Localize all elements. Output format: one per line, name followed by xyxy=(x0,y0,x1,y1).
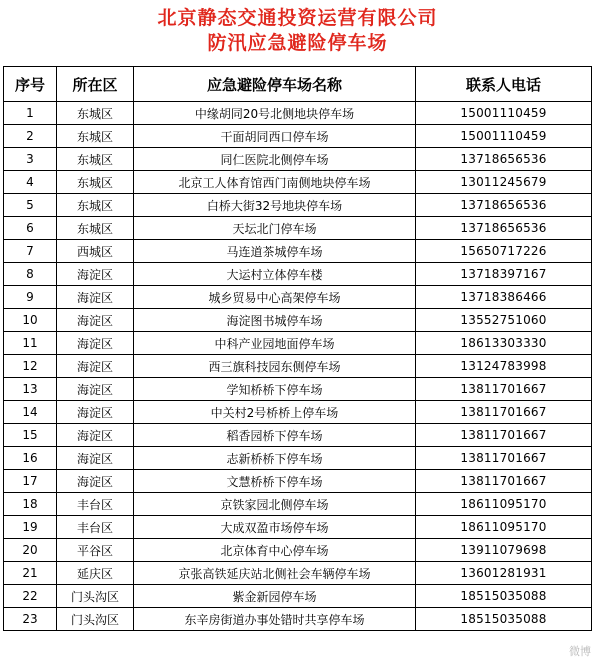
cell-lot-name: 京铁家园北侧停车场 xyxy=(134,493,416,516)
cell-lot-name: 马连道茶城停车场 xyxy=(134,240,416,263)
cell-phone: 18515035088 xyxy=(416,608,592,631)
cell-index: 7 xyxy=(4,240,57,263)
table-row xyxy=(4,332,592,355)
cell-index: 6 xyxy=(4,217,57,240)
table-body xyxy=(4,102,592,631)
cell-index: 3 xyxy=(4,148,57,171)
table-row xyxy=(4,240,592,263)
cell-index: 14 xyxy=(4,401,57,424)
cell-index: 4 xyxy=(4,171,57,194)
cell-phone: 13601281931 xyxy=(416,562,592,585)
cell-index: 11 xyxy=(4,332,57,355)
table-row xyxy=(4,355,592,378)
cell-lot-name: 城乡贸易中心高架停车场 xyxy=(134,286,416,309)
cell-phone: 18613303330 xyxy=(416,332,592,355)
cell-phone: 13811701667 xyxy=(416,401,592,424)
cell-district: 丰台区 xyxy=(57,493,134,516)
cell-phone: 18611095170 xyxy=(416,516,592,539)
cell-district: 东城区 xyxy=(57,194,134,217)
table-row xyxy=(4,125,592,148)
cell-district: 东城区 xyxy=(57,102,134,125)
cell-lot-name: 北京工人体育馆西门南侧地块停车场 xyxy=(134,171,416,194)
cell-phone: 13811701667 xyxy=(416,470,592,493)
cell-district: 海淀区 xyxy=(57,355,134,378)
cell-index: 5 xyxy=(4,194,57,217)
cell-index: 9 xyxy=(4,286,57,309)
cell-lot-name: 稻香园桥下停车场 xyxy=(134,424,416,447)
cell-district: 平谷区 xyxy=(57,539,134,562)
table-row xyxy=(4,102,592,125)
cell-index: 13 xyxy=(4,378,57,401)
cell-phone: 13911079698 xyxy=(416,539,592,562)
cell-index: 12 xyxy=(4,355,57,378)
cell-lot-name: 学知桥桥下停车场 xyxy=(134,378,416,401)
table-row xyxy=(4,217,592,240)
cell-district: 海淀区 xyxy=(57,447,134,470)
cell-district: 海淀区 xyxy=(57,378,134,401)
cell-phone: 13718656536 xyxy=(416,148,592,171)
cell-lot-name: 白桥大街32号地块停车场 xyxy=(134,194,416,217)
parking-lot-table xyxy=(3,66,592,631)
cell-phone: 18611095170 xyxy=(416,493,592,516)
cell-lot-name: 京张高铁延庆站北侧社会车辆停车场 xyxy=(134,562,416,585)
cell-lot-name: 中缘胡同20号北侧地块停车场 xyxy=(134,102,416,125)
cell-district: 延庆区 xyxy=(57,562,134,585)
header-lot-name: 应急避险停车场名称 xyxy=(134,67,416,102)
cell-district: 东城区 xyxy=(57,171,134,194)
cell-index: 8 xyxy=(4,263,57,286)
table-row xyxy=(4,286,592,309)
cell-district: 海淀区 xyxy=(57,401,134,424)
cell-lot-name: 西三旗科技园东侧停车场 xyxy=(134,355,416,378)
table-row xyxy=(4,401,592,424)
title-company: 北京静态交通投资运营有限公司 xyxy=(157,7,438,29)
cell-district: 东城区 xyxy=(57,125,134,148)
document-title xyxy=(0,6,595,56)
table-row xyxy=(4,424,592,447)
cell-lot-name: 海淀图书城停车场 xyxy=(134,309,416,332)
cell-phone: 18515035088 xyxy=(416,585,592,608)
cell-district: 海淀区 xyxy=(57,309,134,332)
title-subject: 防汛应急避险停车场 xyxy=(207,32,388,54)
table-row xyxy=(4,447,592,470)
cell-lot-name: 北京体育中心停车场 xyxy=(134,539,416,562)
table-row xyxy=(4,309,592,332)
watermark: 微博 xyxy=(569,645,591,658)
cell-index: 23 xyxy=(4,608,57,631)
cell-index: 19 xyxy=(4,516,57,539)
cell-phone: 13811701667 xyxy=(416,378,592,401)
cell-phone: 15650717226 xyxy=(416,240,592,263)
table-row xyxy=(4,470,592,493)
cell-phone: 13811701667 xyxy=(416,447,592,470)
cell-lot-name: 同仁医院北侧停车场 xyxy=(134,148,416,171)
cell-index: 1 xyxy=(4,102,57,125)
cell-lot-name: 干面胡同西口停车场 xyxy=(134,125,416,148)
cell-district: 海淀区 xyxy=(57,263,134,286)
table-row xyxy=(4,194,592,217)
cell-phone: 15001110459 xyxy=(416,125,592,148)
cell-district: 海淀区 xyxy=(57,424,134,447)
cell-index: 20 xyxy=(4,539,57,562)
cell-index: 16 xyxy=(4,447,57,470)
cell-phone: 13718656536 xyxy=(416,217,592,240)
cell-index: 17 xyxy=(4,470,57,493)
cell-phone: 13718386466 xyxy=(416,286,592,309)
table-row xyxy=(4,378,592,401)
cell-district: 海淀区 xyxy=(57,286,134,309)
cell-phone: 15001110459 xyxy=(416,102,592,125)
table-row xyxy=(4,263,592,286)
header-district: 所在区 xyxy=(57,67,134,102)
header-phone: 联系人电话 xyxy=(416,67,592,102)
cell-lot-name: 中科产业园地面停车场 xyxy=(134,332,416,355)
table-row xyxy=(4,539,592,562)
table-row xyxy=(4,148,592,171)
cell-index: 10 xyxy=(4,309,57,332)
cell-phone: 13811701667 xyxy=(416,424,592,447)
cell-index: 15 xyxy=(4,424,57,447)
header-index: 序号 xyxy=(4,67,57,102)
table-row xyxy=(4,585,592,608)
cell-phone: 13552751060 xyxy=(416,309,592,332)
table-row xyxy=(4,171,592,194)
cell-lot-name: 大成双盈市场停车场 xyxy=(134,516,416,539)
cell-lot-name: 东辛房街道办事处错时共享停车场 xyxy=(134,608,416,631)
table-row xyxy=(4,608,592,631)
cell-phone: 13718397167 xyxy=(416,263,592,286)
cell-district: 丰台区 xyxy=(57,516,134,539)
cell-lot-name: 中关村2号桥桥上停车场 xyxy=(134,401,416,424)
table-row xyxy=(4,516,592,539)
cell-district: 东城区 xyxy=(57,217,134,240)
cell-district: 东城区 xyxy=(57,148,134,171)
cell-phone: 13124783998 xyxy=(416,355,592,378)
cell-index: 21 xyxy=(4,562,57,585)
cell-index: 22 xyxy=(4,585,57,608)
cell-district: 海淀区 xyxy=(57,332,134,355)
cell-lot-name: 大运村立体停车楼 xyxy=(134,263,416,286)
cell-district: 门头沟区 xyxy=(57,585,134,608)
cell-district: 海淀区 xyxy=(57,470,134,493)
cell-lot-name: 天坛北门停车场 xyxy=(134,217,416,240)
cell-district: 西城区 xyxy=(57,240,134,263)
cell-index: 2 xyxy=(4,125,57,148)
table-row xyxy=(4,493,592,516)
table-row xyxy=(4,562,592,585)
cell-index: 18 xyxy=(4,493,57,516)
table-header-row xyxy=(4,67,592,102)
cell-lot-name: 紫金新园停车场 xyxy=(134,585,416,608)
cell-phone: 13011245679 xyxy=(416,171,592,194)
cell-phone: 13718656536 xyxy=(416,194,592,217)
cell-lot-name: 文慧桥桥下停车场 xyxy=(134,470,416,493)
cell-lot-name: 志新桥桥下停车场 xyxy=(134,447,416,470)
cell-district: 门头沟区 xyxy=(57,608,134,631)
